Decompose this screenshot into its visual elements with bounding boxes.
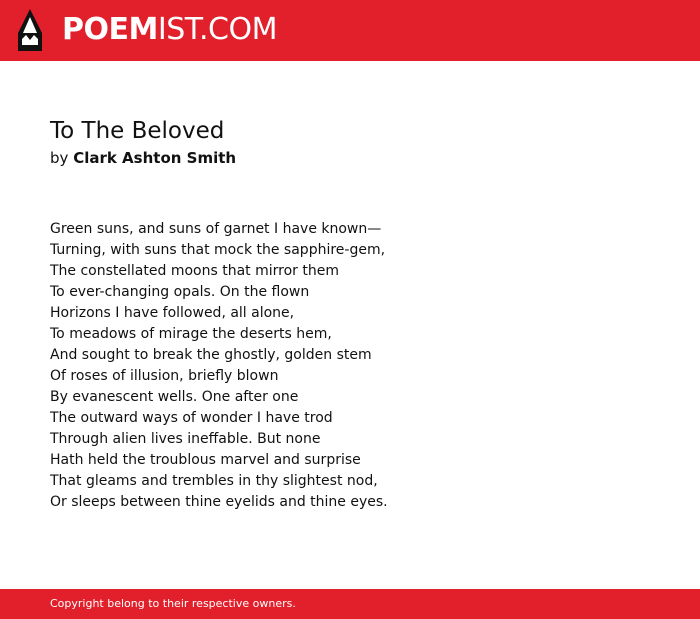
poem-line: Hath held the troublous marvel and surprise <box>50 452 361 468</box>
poem-line: By evanescent wells. One after one <box>50 389 299 405</box>
by-label: by <box>50 149 69 167</box>
site-footer <box>0 589 700 619</box>
poem-line: To meadows of mirage the deserts hem, <box>50 326 332 342</box>
poem-body <box>50 219 650 513</box>
poem-line: That gleams and trembles in thy slightest nod, <box>50 473 378 489</box>
poem-line: And sought to break the ghostly, golden stem <box>50 347 372 363</box>
poem-title: To The Beloved <box>50 118 225 144</box>
logo-brand-strong: POEM <box>62 12 158 47</box>
poem-line: Through alien lives ineffable. But none <box>50 431 321 447</box>
poem-line: The constellated moons that mirror them <box>50 263 339 279</box>
site-header <box>0 0 700 61</box>
pencil-icon[interactable] <box>18 9 42 51</box>
site-logo[interactable] <box>62 13 277 47</box>
poem-author: Clark Ashton Smith <box>73 149 237 167</box>
poem-line: Or sleeps between thine eyelids and thine eyes. <box>50 494 388 510</box>
poem-line: The outward ways of wonder I have trod <box>50 410 333 426</box>
poem-line: Horizons I have followed, all alone, <box>50 305 295 321</box>
poem-line: To ever-changing opals. On the flown <box>50 284 310 300</box>
poem-line: Green suns, and suns of garnet I have known— <box>50 221 382 237</box>
poem-line: Turning, with suns that mock the sapphire-gem, <box>50 242 386 258</box>
logo-brand-light: IST.COM <box>157 12 277 47</box>
poem-line: Of roses of illusion, briefly blown <box>50 368 279 384</box>
poem-byline <box>50 148 236 168</box>
copyright-text: Copyright belong to their respective owners. <box>50 597 296 610</box>
